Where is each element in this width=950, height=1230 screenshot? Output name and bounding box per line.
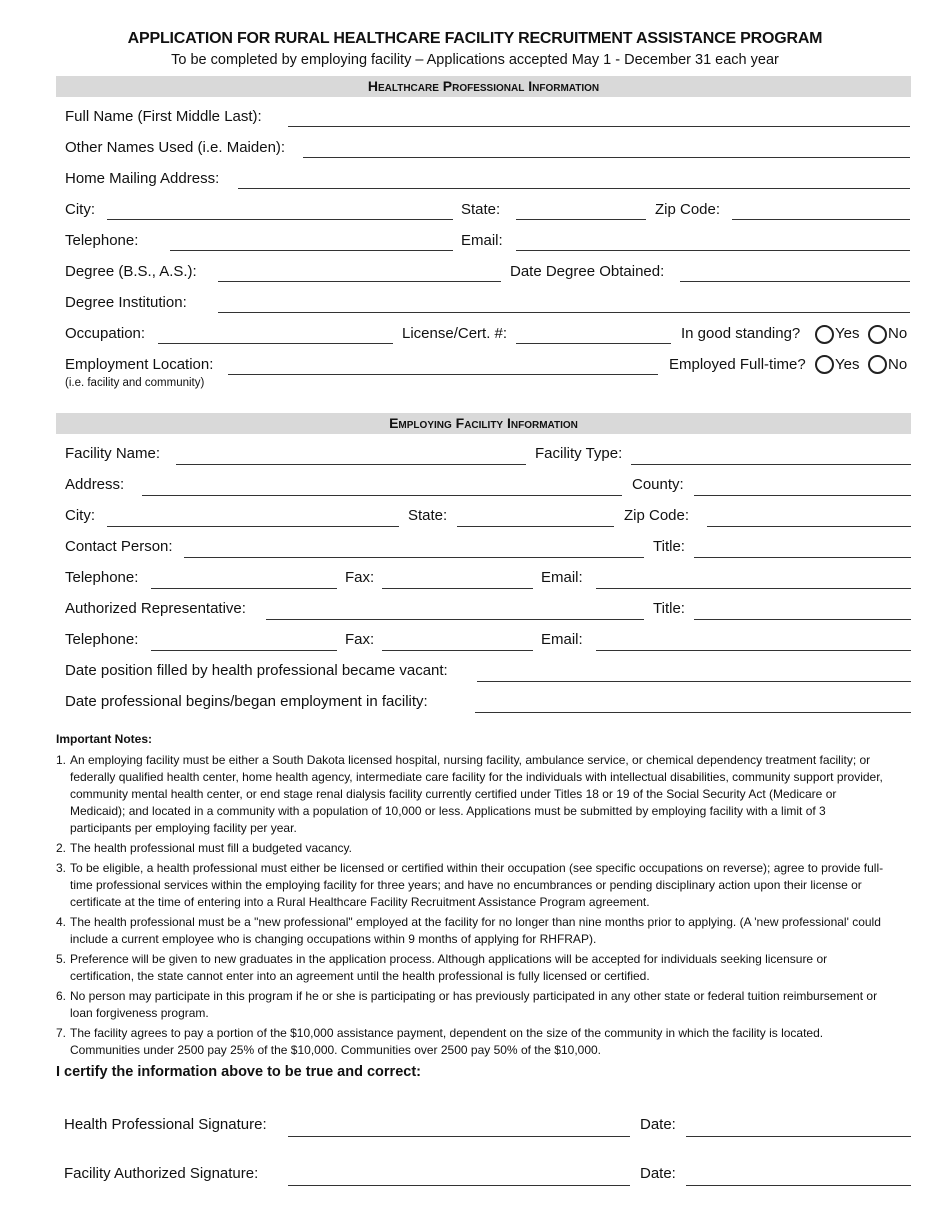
contact-title-field[interactable] xyxy=(694,557,911,558)
facility-zip-label: Zip Code: xyxy=(624,507,690,524)
facility-signature-date-field[interactable] xyxy=(686,1185,911,1186)
authorized-rep-label: Authorized Representative: xyxy=(65,600,246,617)
good-standing-yes-radio[interactable] xyxy=(815,325,834,344)
full-time-yes-label: Yes xyxy=(835,356,860,373)
occupation-label: Occupation: xyxy=(65,325,146,342)
full-time-label: Employed Full-time? xyxy=(669,356,806,373)
note-item: 2. The health professional must fill a budgeted vacancy. xyxy=(56,841,352,855)
facility-state-field[interactable] xyxy=(457,526,614,527)
hp-telephone-field[interactable] xyxy=(170,250,453,251)
note-item: 7. The facility agrees to pay a portion of the $10,000 assistance payment, dependent on the size of the community in which the facility is located. Communities under 2500 pay 25% of the $10,000. Communities over 2500 pay 50% of the $10,000. xyxy=(56,1026,824,1057)
rep-email-label: Email: xyxy=(541,631,583,648)
home-address-label: Home Mailing Address: xyxy=(65,170,220,187)
contact-person-label: Contact Person: xyxy=(65,538,173,555)
hp-signature-field[interactable] xyxy=(288,1136,630,1137)
rep-title-label: Title: xyxy=(653,600,685,617)
facility-name-field[interactable] xyxy=(176,464,526,465)
employment-location-label: Employment Location: xyxy=(65,356,214,373)
occupation-field[interactable] xyxy=(158,343,393,344)
facility-county-field[interactable] xyxy=(694,495,911,496)
rep-telephone-label: Telephone: xyxy=(65,631,139,648)
facility-zip-field[interactable] xyxy=(707,526,911,527)
date-begins-field[interactable] xyxy=(475,712,911,713)
date-vacant-label: Date position filled by health professional became vacant: xyxy=(65,662,448,679)
facility-type-field[interactable] xyxy=(631,464,911,465)
date-begins-label: Date professional begins/began employment in facility: xyxy=(65,693,428,710)
rep-title-field[interactable] xyxy=(694,619,911,620)
full-name-label: Full Name (First Middle Last): xyxy=(65,108,262,125)
contact-telephone-field[interactable] xyxy=(151,588,337,589)
rep-fax-label: Fax: xyxy=(345,631,375,648)
section-heading-facility: Employing Facility Information xyxy=(56,413,911,434)
facility-signature-field[interactable] xyxy=(288,1185,630,1186)
note-item: 1. An employing facility must be either a South Dakota licensed hospital, nursing facility, ambulance service, or chemical dependency treatment facility; or federally qualified health center, home health agency, intermediate care facility for the individuals with intellectual disabilities, community support provider, community mental health center, or end stage renal dialysis facility currently certified under Titles 18 or 19 of the Social Security Act (Medicare or Medicaid); and located in a community with a population of 10,000 or less. Applications must be submitted by employing facility with a limit of 3 participants per employing facility per year. xyxy=(56,753,883,835)
degree-label: Degree (B.S., A.S.): xyxy=(65,263,197,280)
contact-email-field[interactable] xyxy=(596,588,911,589)
degree-institution-label: Degree Institution: xyxy=(65,294,187,311)
notes-list xyxy=(56,752,886,1062)
degree-field[interactable] xyxy=(218,281,501,282)
good-standing-no-label: No xyxy=(888,325,908,342)
contact-person-field[interactable] xyxy=(184,557,644,558)
facility-name-label: Facility Name: xyxy=(65,445,161,462)
facility-county-label: County: xyxy=(632,476,684,493)
date-degree-field[interactable] xyxy=(680,281,910,282)
hp-email-label: Email: xyxy=(461,232,503,249)
contact-email-label: Email: xyxy=(541,569,583,586)
facility-city-field[interactable] xyxy=(107,526,399,527)
hp-city-field[interactable] xyxy=(107,219,453,220)
full-name-field[interactable] xyxy=(288,126,910,127)
date-vacant-field[interactable] xyxy=(477,681,911,682)
contact-title-label: Title: xyxy=(653,538,685,555)
facility-type-label: Facility Type: xyxy=(535,445,623,462)
degree-institution-field[interactable] xyxy=(218,312,910,313)
facility-state-label: State: xyxy=(408,507,448,524)
hp-signature-date-field[interactable] xyxy=(686,1136,911,1137)
authorized-rep-field[interactable] xyxy=(266,619,644,620)
other-names-label: Other Names Used (i.e. Maiden): xyxy=(65,139,286,156)
hp-city-label: City: xyxy=(65,201,95,218)
good-standing-yes-label: Yes xyxy=(835,325,860,342)
facility-city-label: City: xyxy=(65,507,95,524)
notes-heading: Important Notes: xyxy=(56,732,152,746)
employment-location-note: (i.e. facility and community) xyxy=(65,377,205,389)
facility-address-label: Address: xyxy=(65,476,125,493)
form-subtitle: To be completed by employing facility – Applications accepted May 1 - December 31 each year xyxy=(171,52,779,68)
hp-state-label: State: xyxy=(461,201,501,218)
rep-fax-field[interactable] xyxy=(382,650,533,651)
license-field[interactable] xyxy=(516,343,671,344)
date-degree-label: Date Degree Obtained: xyxy=(510,263,665,280)
hp-signature-date-label: Date: xyxy=(640,1116,676,1133)
hp-email-field[interactable] xyxy=(516,250,910,251)
hp-zip-field[interactable] xyxy=(732,219,910,220)
full-time-no-label: No xyxy=(888,356,908,373)
good-standing-label: In good standing? xyxy=(681,325,801,342)
hp-zip-label: Zip Code: xyxy=(655,201,721,218)
hp-signature-label: Health Professional Signature: xyxy=(64,1116,267,1133)
full-time-yes-radio[interactable] xyxy=(815,355,834,374)
good-standing-no-radio[interactable] xyxy=(868,325,887,344)
note-item: 5. Preference will be given to new graduates in the application process. Although applications will be accepted for individuals seeking licensure or certification, the state cannot enter into an agreement until the health professional is fully licensed or certified. xyxy=(56,952,828,983)
hp-telephone-label: Telephone: xyxy=(65,232,139,249)
license-label: License/Cert. #: xyxy=(402,325,508,342)
facility-signature-date-label: Date: xyxy=(640,1165,676,1182)
section-heading-professional: Healthcare Professional Information xyxy=(56,76,911,97)
note-item: 6. No person may participate in this program if he or she is participating or has previously participated in any other state or federal tuition reimbursement or loan forgiveness program. xyxy=(56,989,878,1020)
hp-state-field[interactable] xyxy=(516,219,646,220)
employment-location-field[interactable] xyxy=(228,374,658,375)
home-address-field[interactable] xyxy=(238,188,910,189)
note-item: 4. The health professional must be a "new professional" employed at the facility for no longer than nine months prior to applying. (A 'new professional' could include a current employee who is changing occupations within 9 months of applying for RHFRAP). xyxy=(56,915,881,946)
form-title: APPLICATION FOR RURAL HEALTHCARE FACILITY RECRUITMENT ASSISTANCE PROGRAM xyxy=(127,30,823,47)
facility-address-field[interactable] xyxy=(142,495,622,496)
rep-email-field[interactable] xyxy=(596,650,911,651)
other-names-field[interactable] xyxy=(303,157,910,158)
contact-fax-field[interactable] xyxy=(382,588,533,589)
certify-statement: I certify the information above to be true and correct: xyxy=(56,1064,421,1080)
contact-fax-label: Fax: xyxy=(345,569,375,586)
rep-telephone-field[interactable] xyxy=(151,650,337,651)
full-time-no-radio[interactable] xyxy=(868,355,887,374)
note-item: 3. To be eligible, a health professional must either be licensed or certified within their occupation (see specific occupations on reverse); agree to provide full-time professional services within the employing facility for three years; and have no encumbrances or pending disciplinary action upon their license or certificate at the time of entering into a Rural Healthcare Facility Recruitment Assistance Program agreement. xyxy=(56,861,884,909)
contact-telephone-label: Telephone: xyxy=(65,569,139,586)
facility-signature-label: Facility Authorized Signature: xyxy=(64,1165,259,1182)
